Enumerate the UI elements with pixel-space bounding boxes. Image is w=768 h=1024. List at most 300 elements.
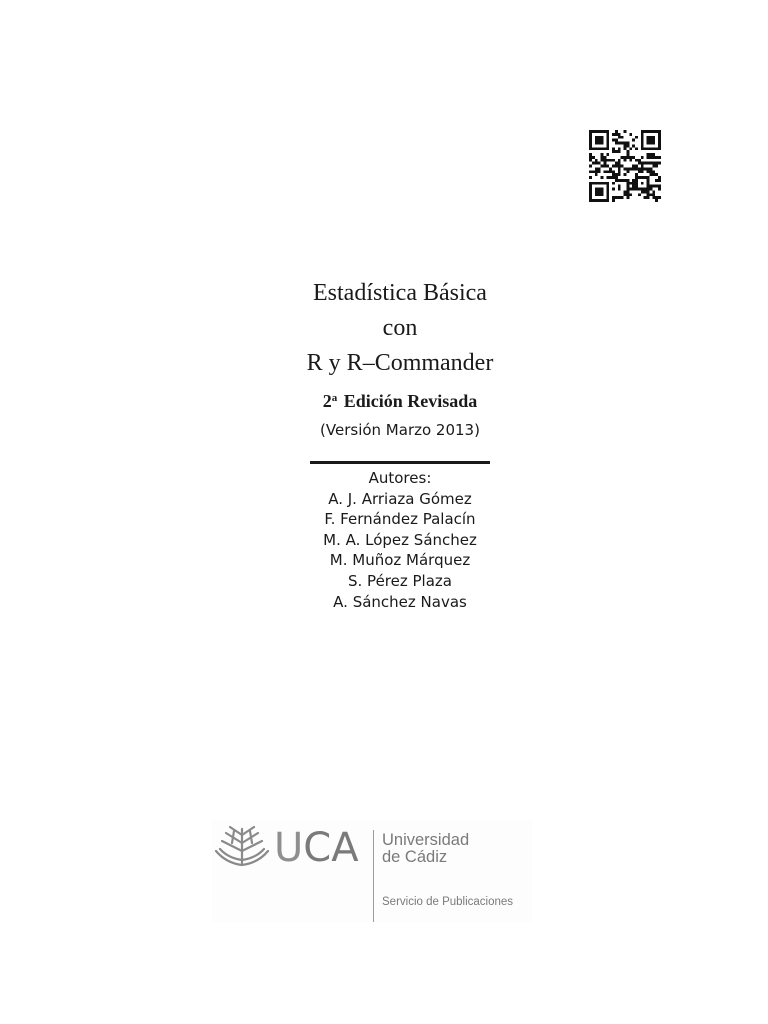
qr-module — [652, 156, 655, 159]
logo-university-line-1: Universidad — [382, 831, 470, 849]
qr-module — [601, 199, 604, 202]
qr-module — [655, 185, 658, 188]
qr-module — [592, 130, 595, 133]
qr-module — [635, 188, 638, 191]
qr-module — [606, 188, 609, 191]
qr-module — [629, 182, 632, 185]
qr-module — [624, 142, 627, 145]
qr-module — [624, 144, 627, 147]
qr-module — [612, 199, 615, 202]
title-line-3: R y R–Commander — [306, 350, 494, 376]
qr-module — [606, 136, 609, 139]
qr-module — [632, 185, 635, 188]
qr-module — [598, 193, 601, 196]
qr-module — [624, 190, 627, 193]
qr-module — [635, 176, 638, 179]
qr-module — [641, 190, 644, 193]
qr-module — [658, 144, 661, 147]
qr-module — [649, 162, 652, 165]
qr-module — [606, 182, 609, 185]
qr-module — [606, 185, 609, 188]
qr-module — [649, 153, 652, 156]
qr-module — [635, 147, 638, 150]
qr-module — [615, 176, 618, 179]
author-name: S. Pérez Plaza — [348, 571, 452, 590]
qr-module — [632, 165, 635, 168]
qr-module — [626, 182, 629, 185]
qr-module — [647, 162, 650, 165]
qr-module — [624, 130, 627, 133]
qr-module — [598, 199, 601, 202]
qr-module — [641, 139, 644, 142]
qr-module — [589, 139, 592, 142]
qr-module — [618, 173, 621, 176]
qr-module — [601, 182, 604, 185]
edition-number: 2 — [322, 391, 332, 411]
qr-module — [649, 139, 652, 142]
qr-module — [589, 147, 592, 150]
qr-module — [652, 147, 655, 150]
qr-module — [629, 147, 632, 150]
qr-module — [647, 156, 650, 159]
qr-module — [595, 199, 598, 202]
qr-module — [589, 159, 592, 162]
qr-module — [595, 173, 598, 176]
qr-module — [606, 170, 609, 173]
qr-module — [658, 156, 661, 159]
qr-module — [595, 182, 598, 185]
qr-module — [652, 153, 655, 156]
qr-module — [618, 165, 621, 168]
qr-module — [601, 176, 604, 179]
author-name: A. Sánchez Navas — [333, 592, 467, 611]
qr-module — [658, 162, 661, 165]
qr-module — [652, 139, 655, 142]
qr-module — [615, 165, 618, 168]
qr-module — [644, 130, 647, 133]
qr-module — [595, 193, 598, 196]
qr-module — [598, 139, 601, 142]
qr-module — [624, 167, 627, 170]
qr-module — [652, 130, 655, 133]
qr-module — [618, 185, 621, 188]
qr-module — [621, 196, 624, 199]
qr-module — [632, 182, 635, 185]
qr-module — [606, 159, 609, 162]
qr-module — [658, 179, 661, 182]
qr-module — [603, 165, 606, 168]
qr-module — [603, 156, 606, 159]
qr-module — [624, 147, 627, 150]
qr-module — [618, 133, 621, 136]
qr-module — [589, 199, 592, 202]
qr-module — [618, 159, 621, 162]
qr-module — [629, 156, 632, 159]
qr-module — [641, 170, 644, 173]
qr-module — [635, 167, 638, 170]
qr-module — [612, 196, 615, 199]
qr-module — [635, 179, 638, 182]
qr-module — [609, 159, 612, 162]
qr-module — [647, 196, 650, 199]
qr-module — [601, 165, 604, 168]
qr-module — [626, 196, 629, 199]
qr-module — [598, 182, 601, 185]
qr-module — [601, 147, 604, 150]
qr-module — [592, 182, 595, 185]
logo-service-name: Servicio de Publicaciones — [382, 896, 514, 908]
qr-module — [601, 139, 604, 142]
qr-module — [601, 159, 604, 162]
edition-superscript: a — [331, 392, 338, 404]
qr-module — [647, 170, 650, 173]
qr-module — [624, 179, 627, 182]
qr-module — [624, 156, 627, 159]
qr-module — [626, 142, 629, 145]
qr-module — [595, 167, 598, 170]
qr-module — [606, 199, 609, 202]
qr-module — [598, 147, 601, 150]
qr-module — [658, 130, 661, 133]
qr-module — [598, 167, 601, 170]
authors-list — [0, 468, 768, 612]
qr-module — [598, 170, 601, 173]
uca-emblem-icon — [212, 823, 272, 867]
qr-module — [629, 188, 632, 191]
qr-module — [595, 136, 598, 139]
qr-module — [601, 188, 604, 191]
title-rule — [310, 461, 490, 464]
qr-module — [632, 188, 635, 191]
qr-module — [601, 142, 604, 145]
qr-module — [595, 147, 598, 150]
qr-module — [615, 139, 618, 142]
qr-module — [589, 156, 592, 159]
qr-module — [624, 173, 627, 176]
qr-module — [618, 179, 621, 182]
qr-module — [615, 130, 618, 133]
qr-module — [641, 133, 644, 136]
qr-module — [647, 188, 650, 191]
qr-module — [629, 133, 632, 136]
qr-code — [589, 130, 661, 202]
qr-module — [647, 142, 650, 145]
qr-module — [615, 133, 618, 136]
qr-module — [655, 147, 658, 150]
qr-module — [592, 147, 595, 150]
qr-module — [647, 176, 650, 179]
qr-module — [649, 167, 652, 170]
author-name: F. Fernández Palacín — [324, 510, 476, 529]
qr-module — [626, 193, 629, 196]
qr-module — [603, 159, 606, 162]
qr-module — [606, 153, 609, 156]
qr-module — [615, 179, 618, 182]
qr-module — [626, 144, 629, 147]
qr-module — [641, 130, 644, 133]
qr-module — [592, 162, 595, 165]
qr-module — [632, 139, 635, 142]
qr-module — [629, 167, 632, 170]
qr-module — [658, 196, 661, 199]
qr-module — [626, 190, 629, 193]
qr-module — [603, 147, 606, 150]
qr-module — [652, 170, 655, 173]
logo-university-line-2: de Cádiz — [382, 848, 448, 866]
qr-module — [655, 199, 658, 202]
qr-module — [647, 185, 650, 188]
qr-module — [644, 190, 647, 193]
qr-module — [635, 136, 638, 139]
qr-module — [647, 182, 650, 185]
qr-module — [641, 142, 644, 145]
qr-module — [647, 130, 650, 133]
qr-module — [601, 156, 604, 159]
qr-module — [652, 136, 655, 139]
qr-module — [615, 162, 618, 165]
qr-module — [603, 162, 606, 165]
qr-module — [603, 170, 606, 173]
qr-module — [606, 139, 609, 142]
qr-module — [606, 144, 609, 147]
qr-module — [652, 162, 655, 165]
qr-module — [606, 133, 609, 136]
qr-module — [612, 159, 615, 162]
qr-module — [641, 167, 644, 170]
qr-module — [592, 199, 595, 202]
author-name: M. Muñoz Márquez — [329, 551, 471, 570]
version: (Versión Marzo 2013) — [320, 421, 480, 439]
qr-module — [601, 130, 604, 133]
qr-module — [589, 190, 592, 193]
qr-module — [641, 144, 644, 147]
qr-module — [595, 188, 598, 191]
qr-module — [618, 162, 621, 165]
qr-module — [652, 185, 655, 188]
qr-module — [647, 147, 650, 150]
qr-module — [658, 147, 661, 150]
qr-module — [644, 188, 647, 191]
authors-heading: Autores: — [368, 469, 432, 487]
qr-module — [598, 130, 601, 133]
qr-module — [626, 167, 629, 170]
qr-module — [606, 147, 609, 150]
qr-module — [589, 133, 592, 136]
title-line-2: con — [382, 315, 418, 341]
qr-module — [655, 162, 658, 165]
edition-label: Edición Revisada — [343, 391, 478, 411]
qr-module — [603, 182, 606, 185]
qr-module — [606, 196, 609, 199]
title-line-1: Estadística Básica — [313, 280, 487, 306]
qr-module — [644, 176, 647, 179]
qr-module — [647, 190, 650, 193]
qr-module — [618, 142, 621, 145]
qr-module — [638, 159, 641, 162]
qr-module — [618, 136, 621, 139]
qr-module — [626, 150, 629, 153]
qr-module — [624, 193, 627, 196]
qr-module — [601, 153, 604, 156]
qr-module — [655, 173, 658, 176]
qr-module — [595, 170, 598, 173]
qr-module — [649, 156, 652, 159]
qr-module — [658, 185, 661, 188]
qr-module — [589, 136, 592, 139]
qr-module — [624, 159, 627, 162]
qr-module — [615, 173, 618, 176]
qr-module — [612, 139, 615, 142]
qr-module — [626, 153, 629, 156]
qr-module — [598, 162, 601, 165]
qr-module — [601, 136, 604, 139]
qr-module — [649, 173, 652, 176]
qr-module — [658, 136, 661, 139]
qr-module — [592, 156, 595, 159]
qr-module — [626, 156, 629, 159]
qr-module — [649, 130, 652, 133]
qr-module — [595, 130, 598, 133]
qr-module — [626, 188, 629, 191]
qr-module — [589, 153, 592, 156]
qr-module — [655, 165, 658, 168]
qr-module — [618, 147, 621, 150]
qr-module — [629, 193, 632, 196]
qr-module — [647, 153, 650, 156]
qr-module — [595, 139, 598, 142]
qr-module — [603, 130, 606, 133]
qr-module — [658, 139, 661, 142]
qr-module — [649, 142, 652, 145]
qr-module — [641, 176, 644, 179]
edition — [0, 383, 768, 416]
qr-module — [589, 142, 592, 145]
qr-module — [647, 193, 650, 196]
qr-module — [641, 188, 644, 191]
qr-module — [641, 147, 644, 150]
qr-module — [601, 190, 604, 193]
author-name: M. A. López Sánchez — [323, 530, 477, 549]
qr-module — [638, 176, 641, 179]
qr-module — [612, 176, 615, 179]
qr-module — [652, 173, 655, 176]
qr-module — [615, 150, 618, 153]
qr-module — [649, 188, 652, 191]
qr-module — [612, 165, 615, 168]
qr-module — [641, 136, 644, 139]
qr-module — [589, 196, 592, 199]
qr-module — [589, 144, 592, 147]
publisher-logo — [212, 820, 532, 922]
qr-module — [647, 136, 650, 139]
qr-module — [615, 142, 618, 145]
qr-module — [595, 162, 598, 165]
qr-module — [655, 130, 658, 133]
qr-module — [612, 147, 615, 150]
logo-university-name — [382, 832, 469, 866]
qr-module — [606, 176, 609, 179]
qr-code-icon — [589, 130, 661, 202]
qr-module — [589, 130, 592, 133]
qr-module — [621, 179, 624, 182]
qr-module — [612, 150, 615, 153]
qr-module — [649, 136, 652, 139]
qr-module — [598, 136, 601, 139]
qr-module — [635, 159, 638, 162]
qr-module — [621, 156, 624, 159]
qr-module — [641, 162, 644, 165]
qr-module — [652, 165, 655, 168]
qr-module — [589, 185, 592, 188]
qr-module — [609, 176, 612, 179]
qr-module — [632, 144, 635, 147]
qr-module — [635, 173, 638, 176]
qr-module — [595, 190, 598, 193]
qr-module — [641, 182, 644, 185]
qr-module — [635, 182, 638, 185]
qr-module — [609, 170, 612, 173]
qr-module — [595, 142, 598, 145]
qr-module — [589, 182, 592, 185]
qr-module — [658, 176, 661, 179]
qr-module — [618, 188, 621, 191]
logo-acronym — [274, 826, 359, 870]
qr-module — [612, 188, 615, 191]
qr-module — [598, 190, 601, 193]
qr-module — [618, 170, 621, 173]
logo-acronym-rest: CA — [303, 825, 359, 871]
qr-module — [612, 182, 615, 185]
qr-module — [644, 162, 647, 165]
qr-module — [638, 167, 641, 170]
qr-module — [638, 170, 641, 173]
qr-module — [649, 147, 652, 150]
qr-module — [626, 185, 629, 188]
qr-module — [615, 196, 618, 199]
qr-module — [609, 167, 612, 170]
qr-module — [621, 136, 624, 139]
logo-acronym-u: U — [274, 825, 304, 871]
qr-module — [606, 190, 609, 193]
qr-module — [647, 139, 650, 142]
qr-module — [638, 162, 641, 165]
qr-module — [606, 142, 609, 145]
qr-module — [589, 170, 592, 173]
qr-module — [652, 193, 655, 196]
qr-module — [632, 179, 635, 182]
qr-module — [649, 170, 652, 173]
qr-module — [658, 188, 661, 191]
author-name: A. J. Arriaza Gómez — [328, 489, 472, 508]
qr-module — [592, 170, 595, 173]
qr-module — [644, 196, 647, 199]
qr-module — [589, 176, 592, 179]
qr-module — [589, 165, 592, 168]
qr-module — [641, 165, 644, 168]
qr-module — [589, 188, 592, 191]
qr-module — [641, 156, 644, 159]
qr-module — [601, 193, 604, 196]
qr-module — [635, 185, 638, 188]
qr-module — [655, 196, 658, 199]
qr-module — [658, 142, 661, 145]
qr-module — [644, 147, 647, 150]
title-block — [0, 276, 768, 444]
qr-module — [595, 159, 598, 162]
qr-module — [644, 167, 647, 170]
qr-module — [635, 165, 638, 168]
qr-module — [658, 133, 661, 136]
